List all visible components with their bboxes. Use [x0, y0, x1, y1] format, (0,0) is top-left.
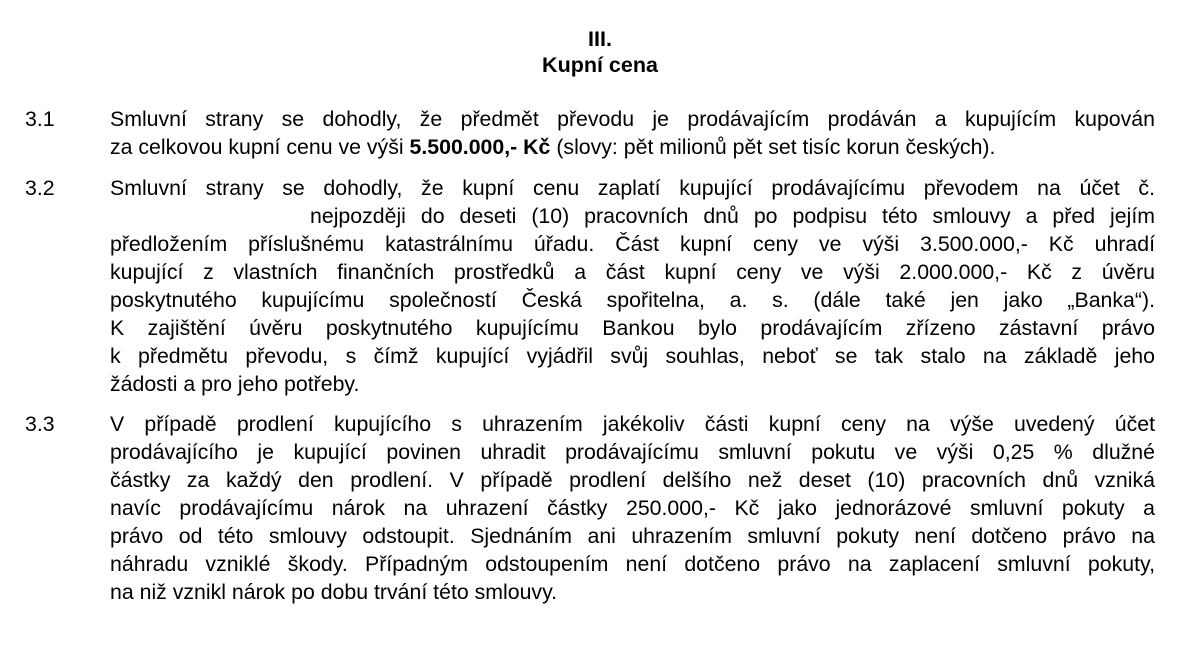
clause-line: k předmětu převodu, s čímž kupující vyjádřil svůj souhlas, neboť se tak stalo na základě jeho [110, 344, 1155, 368]
clause-line: právo od této smlouvy odstoupit. Sjednáním ani uhrazením smluvní pokuty není dotčeno právo na [110, 524, 1155, 548]
clause-line: částky za každý den prodlení. V případě prodlení delšího než deset (10) pracovních dnů vzniká [110, 468, 1155, 492]
clause-line: nejpozději do deseti (10) pracovních dnů po podpisu této smlouvy a před jejím [310, 204, 1155, 228]
clause-text: za celkovou kupní cenu ve výši [110, 135, 410, 159]
clause-line: poskytnutého kupujícímu společností Česká spořitelna, a. s. (dále také jen jako „Banka“). [110, 288, 1155, 312]
clause-number: 3.2 [25, 176, 55, 200]
clause-line: náhradu vzniklé škody. Případným odstoupením není dotčeno právo na zaplacení smluvní pokuty, [110, 552, 1155, 576]
section-number: III. [588, 27, 612, 51]
clause-number: 3.1 [25, 107, 55, 131]
clause-text: (slovy: pět milionů pět set tisíc korun českých). [550, 135, 996, 159]
section-title: Kupní cena [542, 53, 658, 77]
clause-line: V případě prodlení kupujícího s uhrazením jakékoliv části kupní ceny na výše uvedený účet [110, 412, 1155, 436]
clause-line: prodávajícího je kupující povinen uhradit prodávajícímu smluvní pokutu ve výši 0,25 % dlužné [110, 440, 1155, 464]
clause-line: kupující z vlastních finančních prostředků a část kupní ceny ve výši 2.000.000,- Kč z úvěru [110, 260, 1155, 284]
clause-line: navíc prodávajícímu nárok na uhrazení částky 250.000,- Kč jako jednorázové smluvní pokuty a [110, 496, 1155, 520]
clause-line: Smluvní strany se dohodly, že kupní cenu zaplatí kupující prodávajícímu převodem na účet č. [110, 176, 1155, 200]
clause-line [110, 133, 1155, 161]
clause-body [110, 105, 1155, 161]
purchase-price-amount: 5.500.000,- Kč [409, 135, 551, 159]
clause-body [110, 174, 1155, 398]
clause-line: K zajištění úvěru poskytnutého kupujícímu Bankou bylo prodávajícím zřízeno zástavní právo [110, 316, 1155, 340]
clause-line: předložením příslušnému katastrálnímu úřadu. Část kupní ceny ve výši 3.500.000,- Kč uhradí [110, 232, 1155, 256]
clause-line: na niž vznikl nárok po dobu trvání této smlouvy. [110, 580, 558, 604]
clause-line: žádosti a pro jeho potřeby. [110, 372, 360, 396]
clause-line: Smluvní strany se dohodly, že předmět převodu je prodávajícím prodáván a kupujícím kupován [110, 107, 1155, 131]
clause-body [110, 410, 1155, 606]
clause-number: 3.3 [25, 412, 55, 436]
